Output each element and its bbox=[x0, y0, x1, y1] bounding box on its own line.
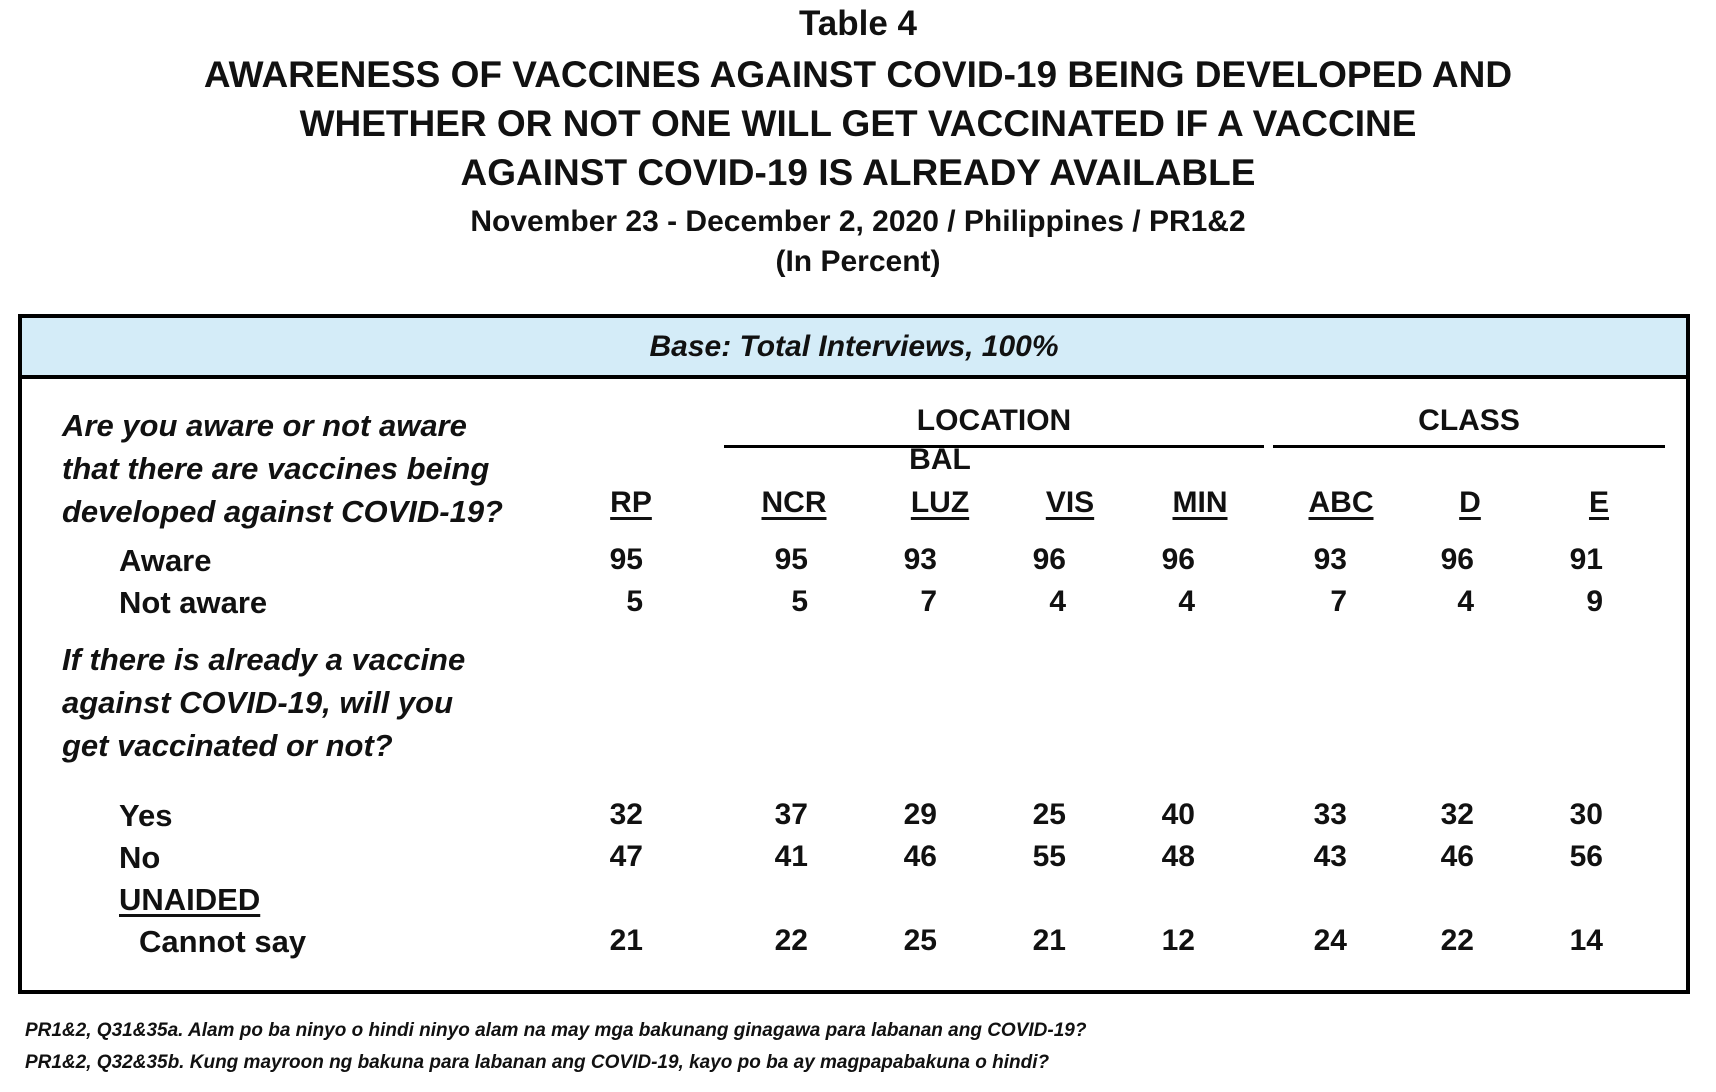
column-header-rp: RP bbox=[610, 486, 652, 519]
table-cell: 4 bbox=[1178, 585, 1195, 618]
table-cell: 96 bbox=[1161, 543, 1195, 576]
title-line-3: AGAINST COVID-19 IS ALREADY AVAILABLE bbox=[460, 152, 1256, 193]
table-cell: 21 bbox=[1032, 924, 1066, 957]
class-rule bbox=[1273, 445, 1665, 448]
column-header-abc: ABC bbox=[1308, 486, 1374, 519]
table-cell: 56 bbox=[1569, 840, 1603, 873]
base-banner: Base: Total Interviews, 100% bbox=[22, 318, 1686, 379]
table-cell: 46 bbox=[903, 840, 937, 873]
question-2 bbox=[62, 638, 465, 767]
survey-period: November 23 - December 2, 2020 / Philippines / PR1&2 bbox=[470, 205, 1246, 238]
class-header: CLASS bbox=[1418, 404, 1520, 437]
table-number: Table 4 bbox=[798, 4, 917, 43]
row-label: Not aware bbox=[119, 585, 268, 620]
table-cell: 29 bbox=[903, 798, 937, 831]
table-cell: 96 bbox=[1440, 543, 1474, 576]
table-cell: 7 bbox=[920, 585, 937, 618]
question-2-line: against COVID-19, will you bbox=[62, 685, 454, 720]
question-1-line: Are you aware or not aware bbox=[62, 408, 467, 443]
row-label: No bbox=[119, 840, 161, 875]
question-1 bbox=[62, 404, 503, 533]
table-cell: 47 bbox=[609, 840, 643, 873]
table-cell: 4 bbox=[1457, 585, 1474, 618]
table-cell: 96 bbox=[1032, 543, 1066, 576]
table-cell: 93 bbox=[903, 543, 937, 576]
question-2-line: get vaccinated or not? bbox=[62, 728, 393, 763]
column-header-vis: VIS bbox=[1045, 486, 1095, 519]
table-cell: 21 bbox=[609, 924, 643, 957]
table-cell: 7 bbox=[1330, 585, 1347, 618]
table-cell: 25 bbox=[903, 924, 937, 957]
column-header-bal-luz: LUZ bbox=[910, 486, 970, 519]
row-label: Cannot say bbox=[139, 924, 307, 959]
location-rule bbox=[724, 445, 1264, 448]
location-header: LOCATION bbox=[916, 404, 1072, 437]
table-cell: 30 bbox=[1569, 798, 1603, 831]
question-1-line: that there are vaccines being bbox=[62, 451, 490, 486]
table-cell: 33 bbox=[1313, 798, 1347, 831]
table-cell: 14 bbox=[1569, 924, 1603, 957]
table-cell: 48 bbox=[1161, 840, 1195, 873]
column-header-e: E bbox=[1588, 486, 1609, 519]
table-cell: 41 bbox=[774, 840, 808, 873]
table-cell: 12 bbox=[1161, 924, 1195, 957]
unaided-label: UNAIDED bbox=[119, 882, 261, 917]
footnote: PR1&2, Q32&35b. Kung mayroon ng bakuna para labanan ang COVID-19, kayo po ba ay magpapabakuna o hindi? bbox=[25, 1052, 1050, 1073]
title-line-1: AWARENESS OF VACCINES AGAINST COVID-19 BEING DEVELOPED AND bbox=[203, 54, 1513, 95]
question-2-line: If there is already a vaccine bbox=[62, 642, 466, 677]
column-header-min: MIN bbox=[1172, 486, 1228, 519]
unit-note: (In Percent) bbox=[775, 245, 941, 278]
table-cell: 95 bbox=[774, 543, 808, 576]
table-cell: 46 bbox=[1440, 840, 1474, 873]
row-label: Aware bbox=[119, 543, 212, 578]
column-header-bal-top: BAL bbox=[909, 443, 971, 476]
question-1-line: developed against COVID-19? bbox=[62, 494, 503, 529]
table-cell: 55 bbox=[1032, 840, 1066, 873]
column-header-ncr: NCR bbox=[761, 486, 827, 519]
table-cell: 22 bbox=[774, 924, 808, 957]
table-cell: 40 bbox=[1161, 798, 1195, 831]
table-cell: 32 bbox=[1440, 798, 1474, 831]
table-cell: 43 bbox=[1313, 840, 1347, 873]
table-cell: 93 bbox=[1313, 543, 1347, 576]
table-cell: 4 bbox=[1049, 585, 1066, 618]
table-cell: 22 bbox=[1440, 924, 1474, 957]
table-cell: 95 bbox=[609, 543, 643, 576]
row-label: Yes bbox=[119, 798, 173, 833]
title-line-2: WHETHER OR NOT ONE WILL GET VACCINATED IF A VACCINE bbox=[299, 103, 1417, 144]
table-cell: 25 bbox=[1032, 798, 1066, 831]
table-cell: 37 bbox=[774, 798, 808, 831]
data-table bbox=[18, 314, 1690, 994]
table-cell: 5 bbox=[791, 585, 808, 618]
table-cell: 24 bbox=[1313, 924, 1347, 957]
table-cell: 32 bbox=[609, 798, 643, 831]
table-cell: 5 bbox=[626, 585, 643, 618]
footnote: PR1&2, Q31&35a. Alam po ba ninyo o hindi ninyo alam na may mga bakunang ginagawa para labanan ang COVID-19? bbox=[25, 1020, 1087, 1041]
table-cell: 91 bbox=[1569, 543, 1603, 576]
column-header-d: D bbox=[1459, 486, 1481, 519]
table-cell: 9 bbox=[1586, 585, 1603, 618]
